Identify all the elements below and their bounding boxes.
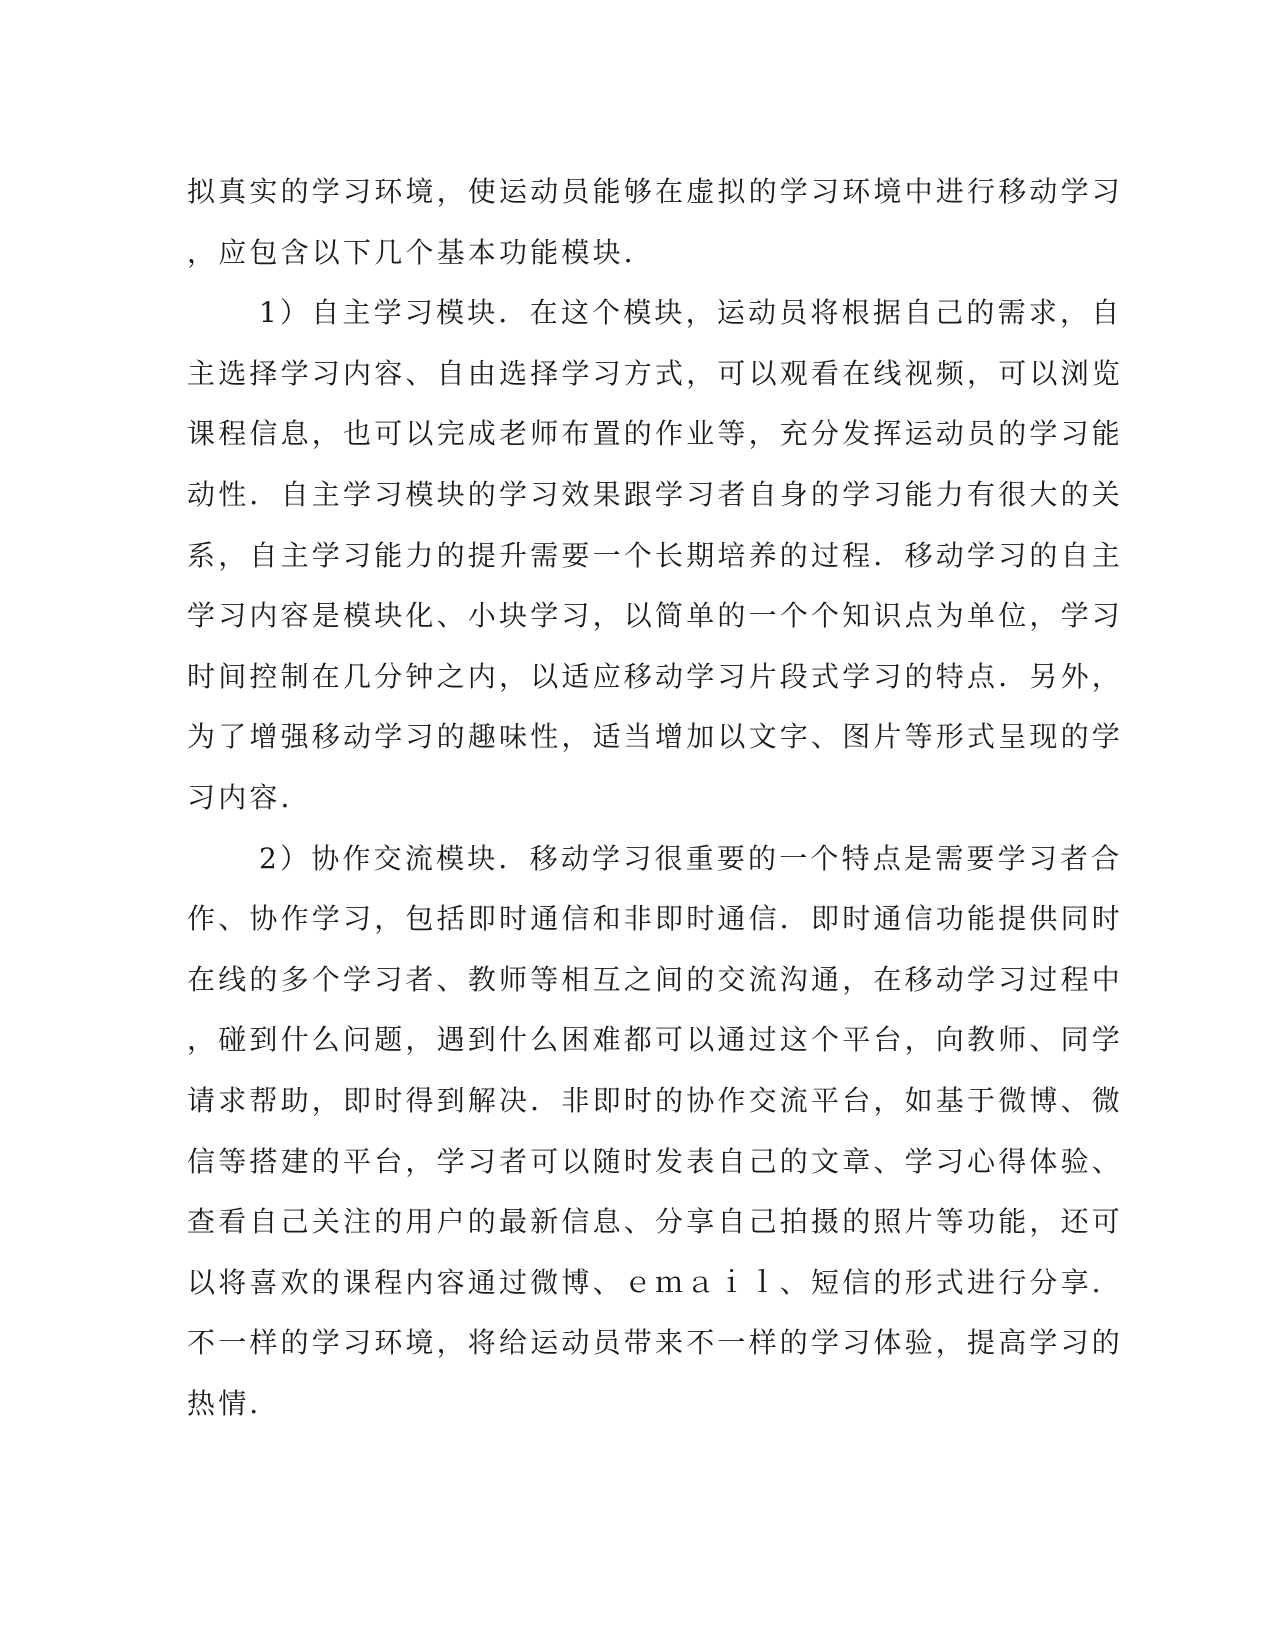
text-line: 拟真实的学习环境，使运动员能够在虚拟的学习环境中进行移动学习 <box>187 175 1124 208</box>
text-line: 动性．自主学习模块的学习效果跟学习者自身的学习能力有很大的关 <box>187 477 1124 511</box>
text-line: 请求帮助，即时得到解决．非即时的协作交流平台，如基于微博、微 <box>187 1083 1124 1117</box>
text-line: ，碰到什么问题，遇到什么困难都可以通过这个平台，向教师、同学 <box>187 1023 1124 1057</box>
text-line: 信等搭建的平台，学习者可以随时发表自己的文章、学习心得体验、 <box>187 1144 1124 1178</box>
text-line: 习内容． <box>187 780 312 814</box>
text-line: ，应包含以下几个基本功能模块． <box>187 235 656 269</box>
body-text <box>187 162 1124 1434</box>
text-line: 课程信息，也可以完成老师布置的作业等，充分发挥运动员的学习能 <box>187 417 1124 451</box>
text-line: 主选择学习内容、自由选择学习方式，可以观看在线视频，可以浏览 <box>187 356 1124 390</box>
text-line: 热情． <box>187 1386 281 1420</box>
list-item-heading-2: 2）协作交流模块．移动学习很重要的一个特点是需要学习者合 <box>259 841 1123 875</box>
text-line: 以将喜欢的课程内容通过微博、ｅｍａｉｌ、短信的形式进行分享． <box>187 1265 1124 1299</box>
text-line: 在线的多个学习者、教师等相互之间的交流沟通，在移动学习过程中 <box>187 962 1124 996</box>
text-line: 系，自主学习能力的提升需要一个长期培养的过程．移动学习的自主 <box>187 538 1124 572</box>
text-line: 作、协作学习，包括即时通信和非即时通信．即时通信功能提供同时 <box>187 902 1124 936</box>
text-line: 为了增强移动学习的趣味性，适当增加以文字、图片等形式呈现的学 <box>187 720 1124 754</box>
text-line: 不一样的学习环境，将给运动员带来不一样的学习体验，提高学习的 <box>187 1326 1124 1360</box>
text-line: 学习内容是模块化、小块学习，以简单的一个个知识点为单位，学习 <box>187 599 1124 633</box>
text-line: 时间控制在几分钟之内，以适应移动学习片段式学习的特点．另外， <box>187 659 1124 693</box>
list-item-heading-1: 1）自主学习模块．在这个模块，运动员将根据自己的需求，自 <box>259 296 1123 330</box>
text-line: 查看自己关注的用户的最新信息、分享自己拍摄的照片等功能，还可 <box>187 1205 1124 1239</box>
